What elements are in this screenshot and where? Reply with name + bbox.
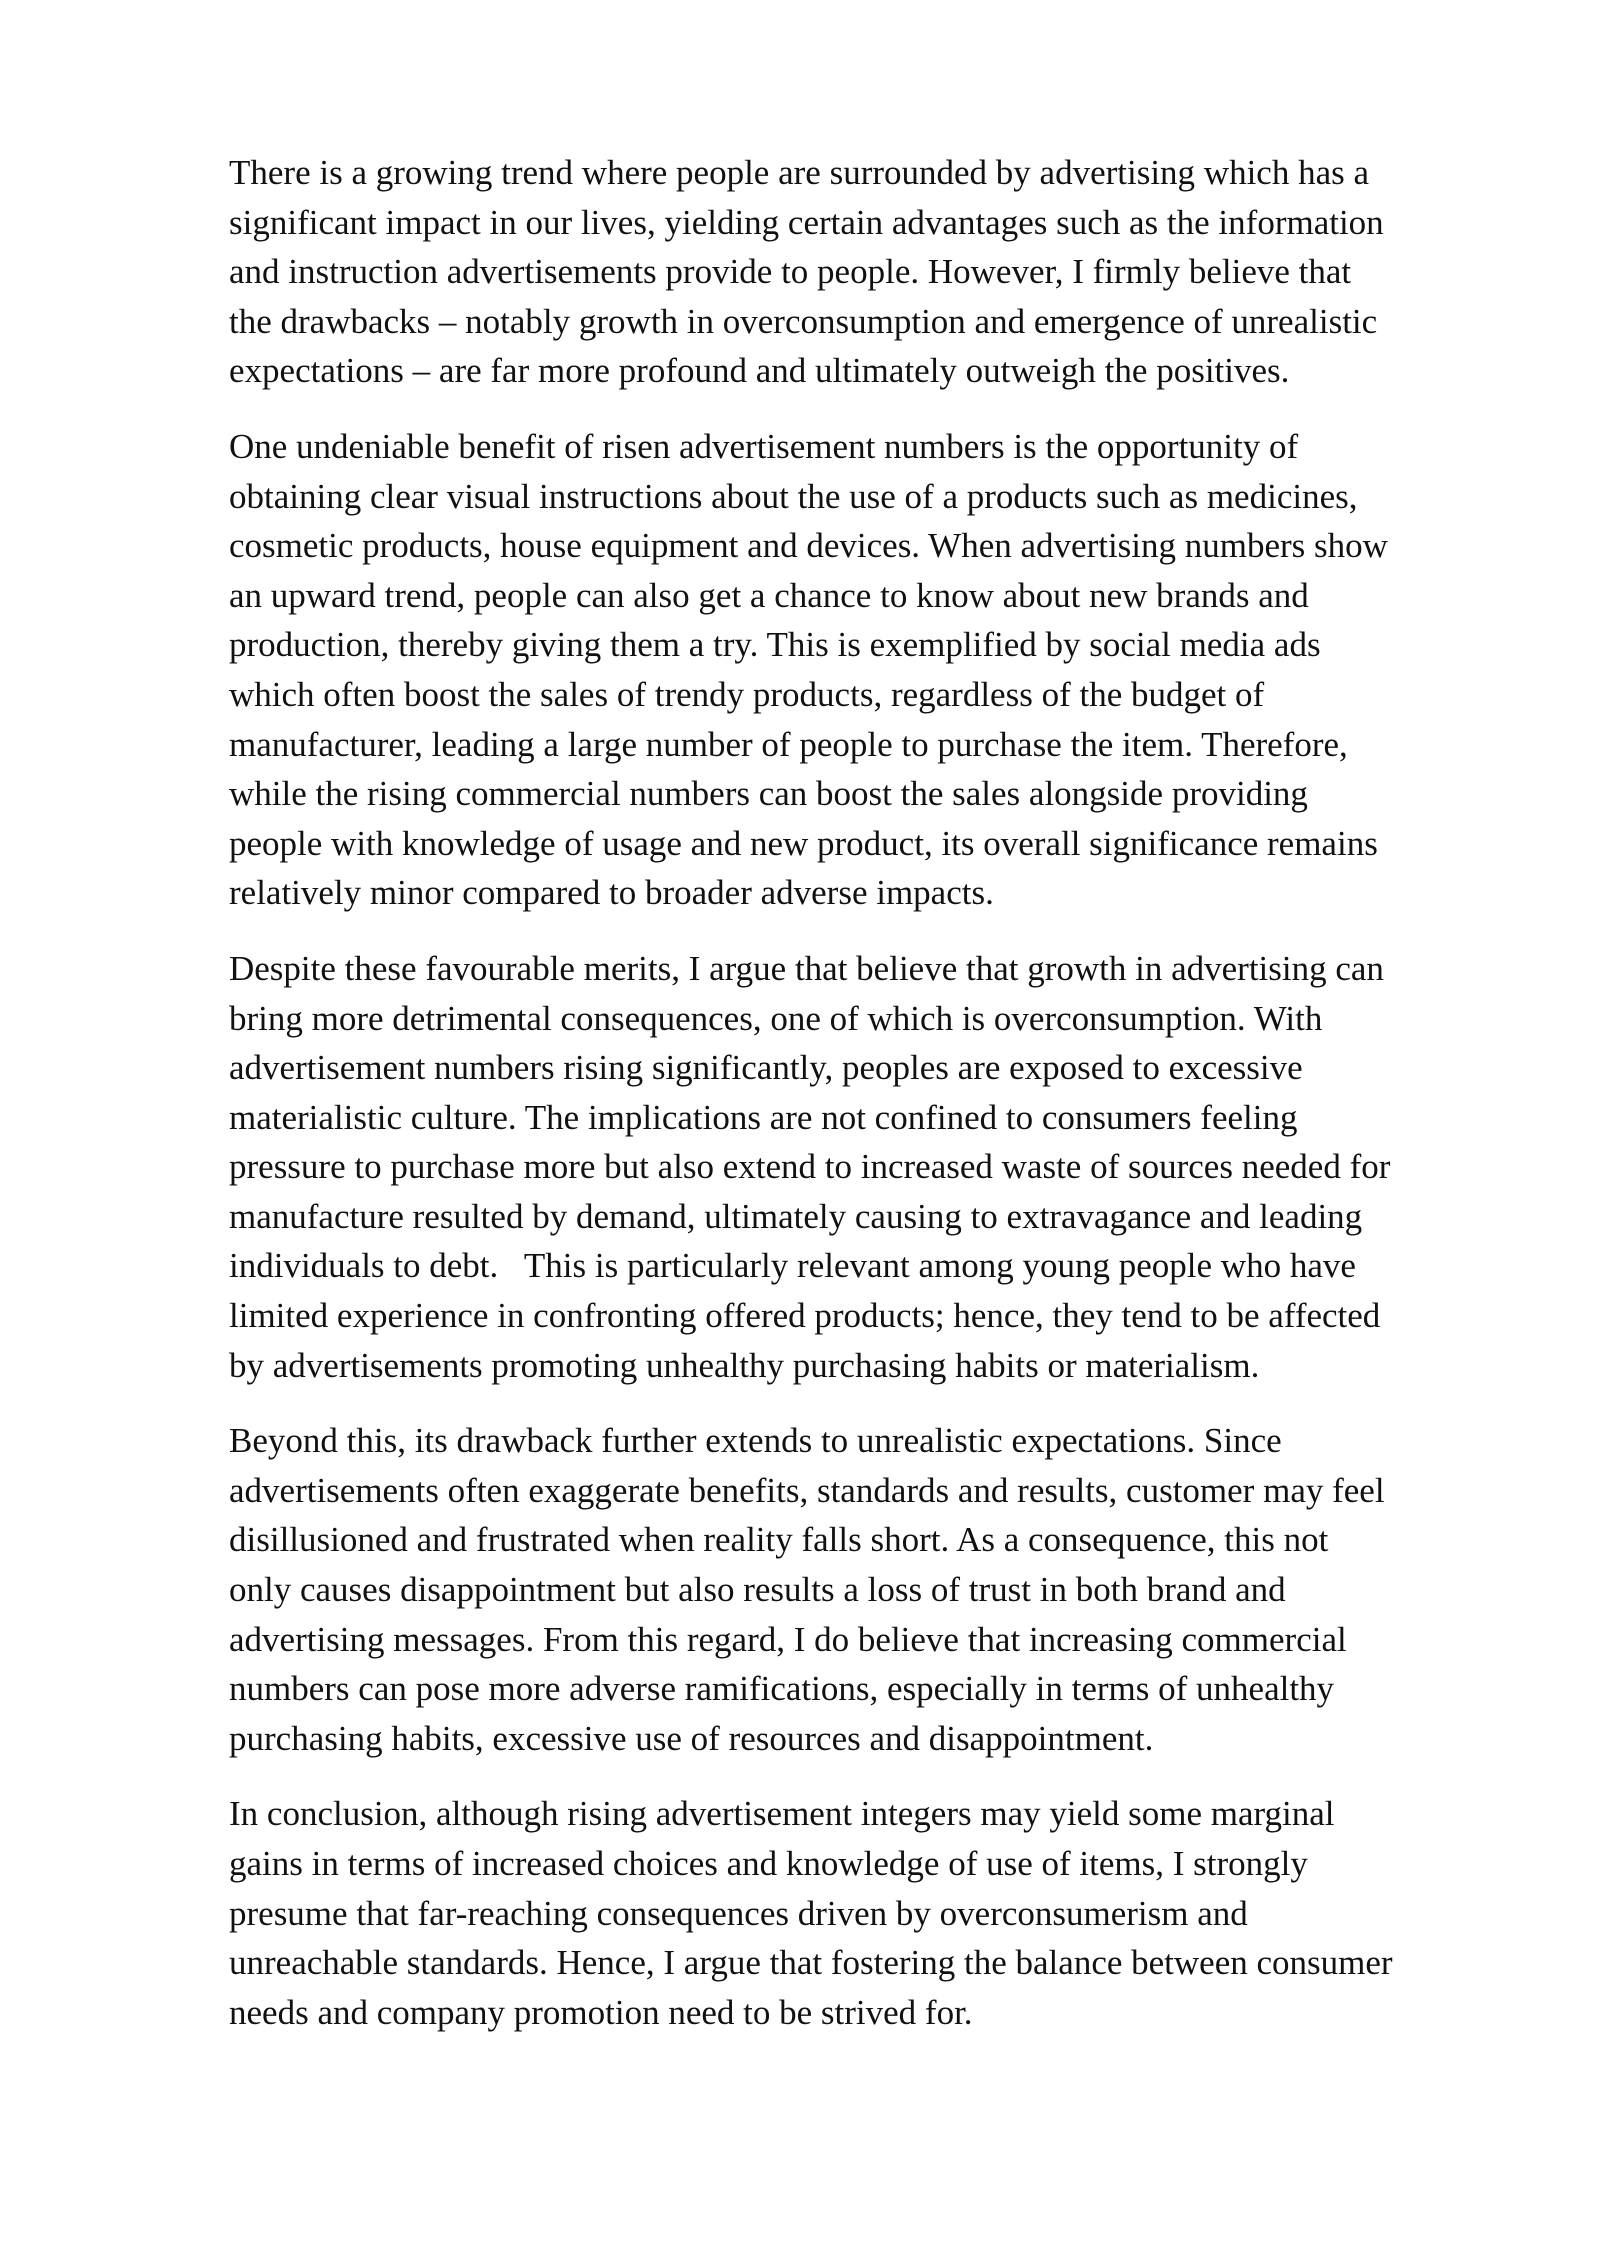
text-line: advertising messages. From this regard, I do believe that increasing commercial bbox=[229, 1619, 1347, 1659]
text-line: manufacture resulted by demand, ultimately causing to extravagance and leading bbox=[229, 1196, 1363, 1236]
text-line: significant impact in our lives, yielding certain advantages such as the information bbox=[229, 202, 1384, 242]
text-line: bring more detrimental consequences, one of which is overconsumption. With bbox=[229, 998, 1323, 1038]
text-line: One undeniable benefit of risen advertisement numbers is the opportunity of bbox=[229, 426, 1299, 466]
text-line: production, thereby giving them a try. This is exemplified by social media ads bbox=[229, 625, 1321, 665]
text-line: the drawbacks – notably growth in overconsumption and emergence of unrealistic bbox=[229, 301, 1378, 341]
text-line: cosmetic products, house equipment and devices. When advertising numbers show bbox=[229, 526, 1388, 566]
text-line: pressure to purchase more but also extend to increased waste of sources needed for bbox=[229, 1147, 1391, 1187]
text-line: disillusioned and frustrated when reality falls short. As a consequence, this not bbox=[229, 1520, 1329, 1560]
text-line: people with knowledge of usage and new product, its overall significance remains bbox=[229, 823, 1378, 863]
text-line: There is a growing trend where people are surrounded by advertising which has a bbox=[229, 153, 1370, 192]
text-line: materialistic culture. The implications are not confined to consumers feeling bbox=[229, 1097, 1298, 1137]
text-line: Beyond this, its drawback further extends to unrealistic expectations. Since bbox=[229, 1421, 1282, 1461]
text-line: gains in terms of increased choices and knowledge of use of items, I strongly bbox=[229, 1844, 1308, 1883]
text-line: limited experience in confronting offered products; hence, they tend to be affected bbox=[229, 1296, 1381, 1336]
text-line: relatively minor compared to broader adverse impacts. bbox=[229, 873, 994, 913]
text-line: In conclusion, although rising advertisement integers may yield some marginal bbox=[229, 1794, 1335, 1834]
paragraph-5 bbox=[229, 1789, 1509, 2037]
text-line: which often boost the sales of trendy products, regardless of the budget of bbox=[229, 674, 1265, 714]
text-line: unreachable standards. Hence, I argue that fostering the balance between consumer bbox=[229, 1943, 1393, 1983]
paragraph-3 bbox=[229, 944, 1509, 1390]
paragraph-1 bbox=[229, 148, 1509, 396]
text-line: expectations – are far more profound and ultimately outweigh the positives. bbox=[229, 351, 1290, 391]
text-line: presume that far-reaching consequences driven by overconsumerism and bbox=[229, 1893, 1248, 1933]
essay-body bbox=[229, 148, 1509, 2063]
text-line: and instruction advertisements provide to people. However, I firmly believe that bbox=[229, 252, 1352, 292]
text-line: while the rising commercial numbers can boost the sales alongside providing bbox=[229, 774, 1308, 814]
text-line: only causes disappointment but also results a loss of trust in both brand and bbox=[229, 1570, 1286, 1610]
text-line: purchasing habits, excessive use of resources and disappointment. bbox=[229, 1718, 1154, 1758]
paragraph-2 bbox=[229, 422, 1509, 918]
text-line: by advertisements promoting unhealthy purchasing habits or materialism. bbox=[229, 1345, 1260, 1385]
text-line: Despite these favourable merits, I argue that believe that growth in advertising can bbox=[229, 948, 1384, 988]
text-line: an upward trend, people can also get a chance to know about new brands and bbox=[229, 575, 1309, 615]
text-line: numbers can pose more adverse ramifications, especially in terms of unhealthy bbox=[229, 1669, 1335, 1709]
text-line: obtaining clear visual instructions about the use of a products such as medicines, bbox=[229, 476, 1358, 516]
text-line: advertisements often exaggerate benefits, standards and results, customer may feel bbox=[229, 1470, 1385, 1510]
text-line: needs and company promotion need to be strived for. bbox=[229, 1992, 973, 2032]
text-line: individuals to debt. This is particularly relevant among young people who have bbox=[229, 1246, 1356, 1286]
text-line: advertisement numbers rising significantly, peoples are exposed to excessive bbox=[229, 1048, 1303, 1088]
paragraph-4 bbox=[229, 1416, 1509, 1763]
text-line: manufacturer, leading a large number of people to purchase the item. Therefore, bbox=[229, 724, 1348, 764]
